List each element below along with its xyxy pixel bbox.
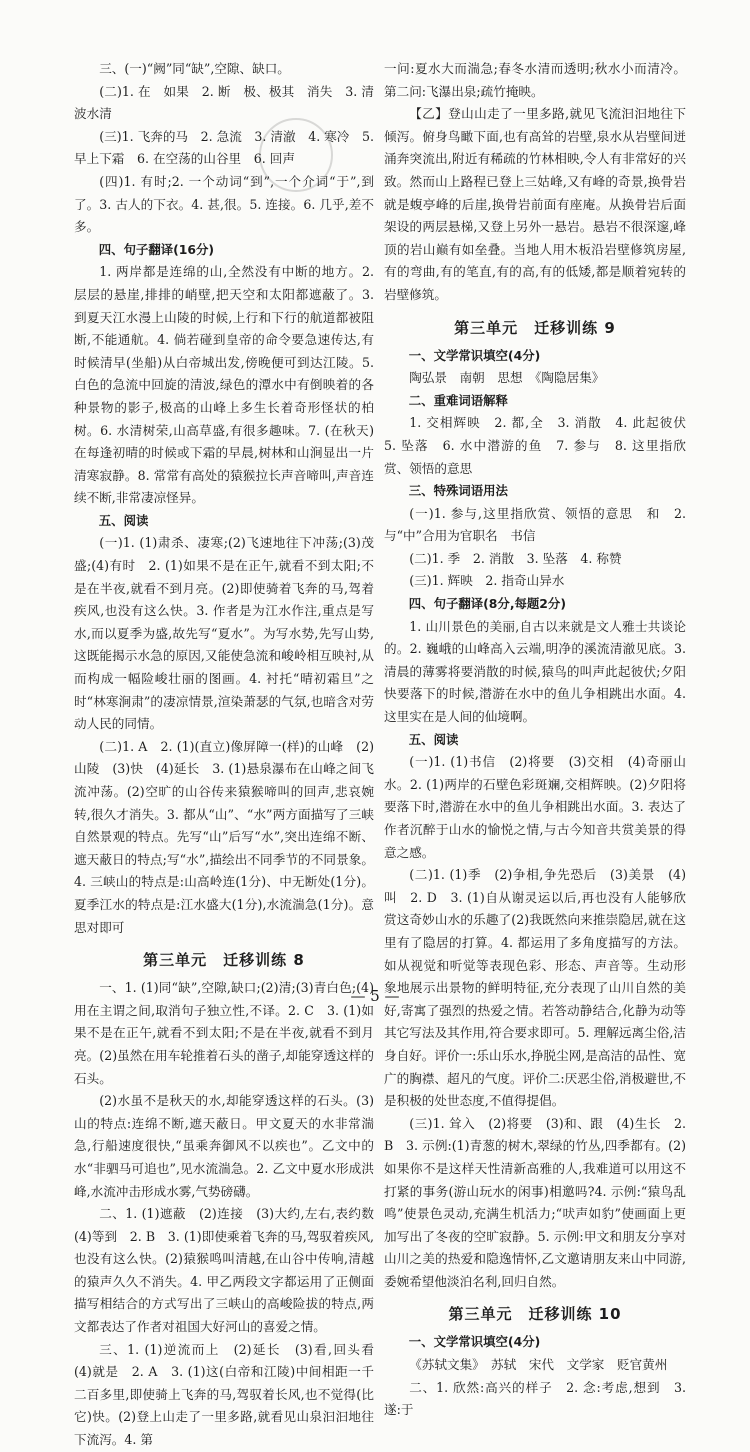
answer-paragraph: (二)1. 季 2. 消散 3. 坠落 4. 称赞: [409, 550, 622, 566]
page-number: — 5 —: [350, 987, 400, 1005]
answer-paragraph: (三)1. 耸入 (2)将要 (3)和、跟 (4)生长 2. B 3. 示例:(1)青葱的树木,翠绿的竹丛,四季都有。(2)如果你不是这样天性清新高雅的人,我难道可以用这不打紧的事务(游山玩水的闲事)相邀吗?4. 示例:“猿鸟乱鸣”使景色灵动,充满生机活力;“吠声如豹”使画面上更加写出了冬夜的空旷寂静。5. 示例:甲文和朋友分享对山川之美的热爱和隐逸情怀,乙文邀请朋友来山中同游,委婉希望他淡泊名利,回归自然。: [384, 1115, 686, 1289]
answer-paragraph: (二)1. (1)季 (2)争相,争先恐后 (3)美景 (4)叫 2. D 3. (1)自从谢灵运以后,再也没有人能够欣赏这奇妙山水的乐趣了(2)我既然向来推崇隐居,就在这里有了隐居的打算。4. 都运用了多角度描写的方法。如从视觉和听觉等表现色彩、形态、声音等。生动形象地展示出景物的鲜明特征,充分表现了山川自然的美好,寄寓了强烈的热爱之情。若答动静结合,化静为动等其它写法及其作用,符合要求即可。5. 理解远离尘俗,洁身自好。评价一:乐山乐水,挣脱尘网,是高洁的品性、宽广的胸襟、超凡的气度。评价二:厌恶尘俗,消极避世,不是积极的处世态度,不值得提倡。: [384, 867, 686, 1109]
section-heading: 一、文学常识填空(4分): [408, 347, 541, 363]
answer-paragraph: (2)水虽不是秋天的水,却能穿透这样的石头。(3)山的特点:连绵不断,遮天蔽日。甲文夏天的水非常湍急,行船速度很快,“虽乘奔御风不以疾也”。乙文中的水“非驷马可追也”,见水流湍急。2. 乙文中夏水形成洪峰,水流冲击形成水雾,气势磅礴。: [74, 1093, 374, 1199]
answer-paragraph: (二)1. A 2. (1)(直立)像屏障一(样)的山峰 (2)山陵 (3)快 (4)延长 3. (1)悬泉瀑布在山峰之间飞流冲荡。(2)空旷的山谷传来猿猴啼叫的回声,悲哀婉转,很久才消失。3. 都从“山”、“水”两方面描写了三峡自然景观的特点。先写“山”后写“水”,突出连绵不断、遮天蔽日的特点;写“水”,描绘出不同季节的不同景象。4. 三峡山的特点是:山高岭连(1分)、中无断处(1分)。夏季江水的特点是:江水盛大(1分),水流湍急(1分)。意思对即可: [74, 738, 374, 935]
right-column: [384, 58, 699, 1422]
section-title: 第三单元 迁移训练 10: [448, 1305, 622, 1324]
answer-paragraph: 陶弘景 南朝 思想 《陶隐居集》: [409, 370, 605, 386]
answer-paragraph: 三、1. (1)逆流而上 (2)延长 (3)看,回头看 (4)就是 2. A 3. (1)这(白帝和江陵)中间相距一千二百多里,即使骑上飞奔的马,驾驭着长风,也不觉得(比它)快。(2)登上山走了一里多路,就看见山泉汩汩地往下流泻。4. 第: [74, 1341, 387, 1448]
answer-paragraph: (一)1. (1)书信 (2)将要 (3)交相 (4)奇丽山水。2. (1)两岸的石壁色彩斑斓,交相辉映。(2)夕阳将要落下时,潜游在水中的鱼儿争相跳出水面。3. 表达了作者沉醉于山水的愉悦之情,与古今知音共赏美景的得意之感。: [384, 754, 686, 860]
answer-paragraph: 1. 两岸都是连绵的山,全然没有中断的地方。2. 层层的悬崖,排排的峭壁,把天空和太阳都遮蔽了。3. 到夏天江水漫上山陵的时候,上行和下行的航道都被阻断,不能通航。4. 倘若碰到皇帝的命令要急速传达,有时候清早(坐船)从白帝城出发,傍晚便可到达江陵。5. 白色的急流中回旋的清波,绿色的潭水中有倒映着的各种景物的影子,极高的山峰上多生长着奇形怪状的柏树。6. 水清树荣,山高草盛,有很多趣味。7. (在秋天)在每逢初晴的时候或下霜的早晨,树林和山涧显出一片清寒寂静。8. 常常有高处的猿猴拉长声音啼叫,声音连续不断,非常凄凉怪异。: [74, 264, 374, 506]
answer-paragraph: (二)1. 在 如果 2. 断 极、极其 消失 3. 清波水清: [74, 83, 374, 122]
section-heading: 五、阅读: [98, 512, 149, 528]
answer-paragraph: 一、1. (1)同“缺”,空隙,缺口;(2)清;(3)青白色;(4)用在主谓之间,取消句子独立性,不译。2. C 3. (1)如果不是在正午,就看不到太阳;不是在半夜,就看不到月亮。(2)虽然在用车轮推着石头的凿子,却能穿透这样的石头。: [74, 980, 374, 1086]
section-heading: 二、重难词语解释: [408, 392, 508, 408]
answer-paragraph: 1. 交相辉映 2. 都,全 3. 消散 4. 此起彼伏 5. 坠落 6. 水中潜游的鱼 7. 参与 8. 这里指欣赏、领悟的意思: [384, 415, 699, 476]
answer-paragraph: 二、1. 欣然:高兴的样子 2. 念:考虑,想到 3. 遂:于: [384, 1379, 686, 1418]
answer-paragraph: 1. 山川景色的美丽,自古以来就是文人雅士共谈论的。2. 巍峨的山峰高入云端,明净的溪流清澈见底。3. 清晨的薄雾将要消散的时候,猿鸟的叫声此起彼伏;夕阳快要落下的时候,潜游在水中的鱼儿争相跳出水面。4. 这里实在是人间的仙境啊。: [384, 618, 686, 725]
answer-paragraph: 二、1. (1)遮蔽 (2)连接 (3)大约,左右,表约数 (4)等到 2. B 3. (1)即使乘着飞奔的马,驾驭着疾风,也没有这么快。(2)猿猴鸣叫清越,在山谷中传响,清越的猿声久久不消失。4. 甲乙两段文字都运用了正侧面描写相结合的方式写出了三峡山的高峻险拔的特点,两文都表达了作者对祖国大好河山的喜爱之情。: [74, 1206, 387, 1335]
answer-paragraph: (一)1. 参与,这里指欣赏、领悟的意思 和 2. 与“中”合用为官职名 书信: [384, 505, 686, 544]
answer-paragraph: 三、(一)“阙”同“缺”,空隙、缺口。: [99, 61, 290, 76]
answer-paragraph: (三)1. 飞奔的马 2. 急流 3. 清澈 4. 寒冷 5. 早上下霜 6. 在空荡的山谷里 6. 回声: [74, 128, 375, 167]
answer-paragraph: 《苏轼文集》 苏轼 宋代 文学家 贬官黄州: [409, 1357, 668, 1373]
section-heading: 四、句子翻译(8分,每题2分): [408, 596, 566, 612]
section-heading: 三、特殊词语用法: [408, 483, 508, 499]
left-column: [74, 58, 387, 1452]
section-title: 第三单元 迁移训练 8: [143, 951, 305, 970]
answer-paragraph: (三)1. 辉映 2. 指奇山异水: [409, 573, 565, 589]
answer-paragraph: 【乙】登山山走了一里多路,就见飞流汩汩地往下倾泻。俯身鸟瞰下面,也有高耸的岩壁,泉水从岩壁间迸涌奔突流出,附近有稀疏的竹林相映,令人有非常好的兴致。然而山上路程已登上三姑峰,又有峰的奇景,换骨岩就是蝮亭峰的后崖,换骨岩前面有座庵。从换骨岩后面架设的两层悬梯,又登上另外一悬岩。悬岩不很深邃,峰顶的岩山巅有如垒叠。当地人用木板沿岩壁修筑房屋,有的弯曲,有的笔直,有的高,有的低矮,都是顺着宛转的岩壁修筑。: [384, 106, 686, 302]
answer-paragraph: 一问:夏水大而湍急;春冬水清而透明;秋水小而清冷。第二问:飞瀑出泉;疏竹掩映。: [384, 61, 686, 99]
section-heading: 五、阅读: [408, 731, 459, 747]
section-heading: 四、句子翻译(16分): [98, 241, 215, 257]
answer-paragraph: (四)1. 有时;2. 一个动词“到”,一个介词“于”,到了。3. 古人的下衣。4. 甚,很。5. 连接。6. 几乎,差不多。: [74, 173, 374, 235]
section-title: 第三单元 迁移训练 9: [454, 318, 616, 337]
answer-paragraph: (一)1. (1)肃杀、凄寒;(2)飞速地往下冲荡;(3)茂盛;(4)有时 2. (1)如果不是在正午,就看不到太阳;不是在半夜,就看不到月亮。(2)即使骑着飞奔的马,驾着疾风,也没有这么快。3. 作者是为江水作注,重点是写水,而以夏季为盛,故先写“夏水”。为写水势,先写山势,这既能揭示水急的原因,又能使急流和峻岭相互映衬,从而构成一幅险峻壮丽的图画。4. 衬托“晴初霜旦”之时“林寒涧肃”的凄凉情景,渲染萧瑟的气氛,也暗含对劳动人民的同情。: [74, 535, 374, 732]
section-heading: 一、文学常识填空(4分): [408, 1334, 541, 1350]
